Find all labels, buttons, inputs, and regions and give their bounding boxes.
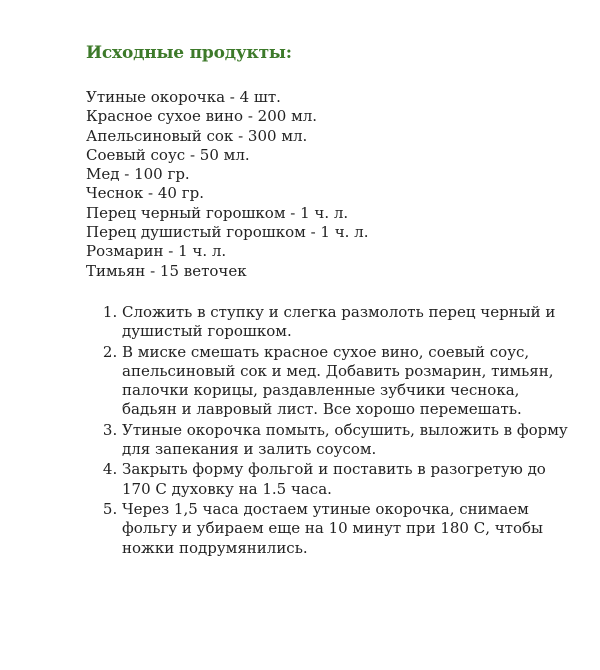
ingredient-item: Перец черный горошком - 1 ч. л. xyxy=(86,203,349,222)
ingredients-heading: Исходные продукты: xyxy=(86,43,292,63)
ingredient-item: Утиные окорочка - 4 шт. xyxy=(86,88,281,106)
step-item: 5. Через 1,5 часа достаем утиные окорочка, снимаем фольгу и убираем еще на 10 минут при 180 С, чтобы ножки подрумянились. xyxy=(122,500,576,558)
ingredient-item: Перец душистый горошком - 1 ч. л. xyxy=(86,223,369,242)
ingredient-item: Соевый соус - 50 мл. xyxy=(86,145,250,164)
ingredient-item: Чеснок - 40 гр. xyxy=(86,184,204,203)
ingredient-item: Красное сухое вино - 200 мл. xyxy=(86,107,318,126)
ingredients-list xyxy=(86,88,576,281)
step-item: 4. Закрыть форму фольгой и поставить в разогретую до 170 С духовку на 1.5 часа. xyxy=(122,460,576,499)
ingredient-item: Апельсиновый сок - 300 мл. xyxy=(86,126,308,145)
recipe-document xyxy=(86,40,576,559)
steps-list xyxy=(86,303,576,558)
ingredient-item: Тимьян - 15 веточек xyxy=(86,261,247,280)
ingredient-item: Мед - 100 гр. xyxy=(86,165,190,184)
ingredient-item: Розмарин - 1 ч. л. xyxy=(86,242,227,261)
step-item: 2. В миске смешать красное сухое вино, соевый соус, апельсиновый сок и мед. Добавить розмарин, тимьян, палочки корицы, раздавленные зубчики чеснока, бадьян и лавровый лист. Все хорошо перемешать. xyxy=(122,343,576,420)
step-item: 1. Сложить в ступку и слегка размолоть перец черный и душистый горошком. xyxy=(122,303,576,342)
step-item: 3. Утиные окорочка помыть, обсушить, выложить в форму для запекания и залить соусом. xyxy=(122,421,576,460)
